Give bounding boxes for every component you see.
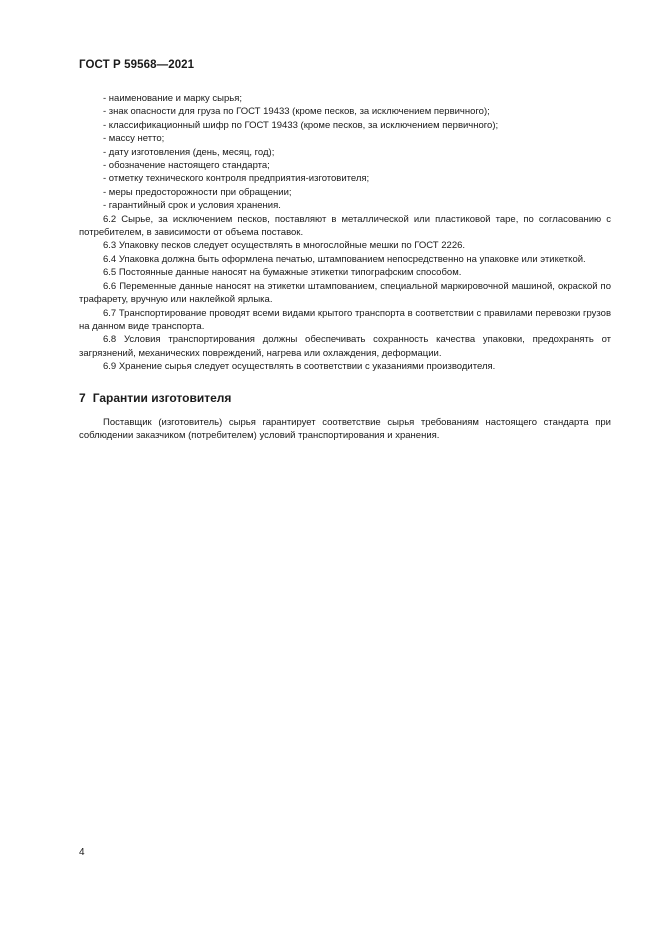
list-item: - знак опасности для груза по ГОСТ 19433 (кроме песков, за исключением первичного);	[103, 106, 490, 118]
section-number: 7	[79, 390, 86, 405]
list-item: - отметку технического контроля предприятия-изготовителя;	[103, 173, 370, 185]
clause-6-7: 6.7 Транспортирование проводят всеми видами крытого транспорта в соответствии с правилами перевозки грузов на данном виде транспорта.	[79, 307, 611, 332]
clause-6-6: 6.6 Переменные данные наносят на этикетки штампованием, специальной маркировочной машиной, окраской по трафарету, вручную или наклейкой ярлыка.	[79, 280, 611, 306]
clause-6-8: 6.8 Условия транспортирования должны обеспечивать сохранность качества упаковки, предохранять от загрязнений, механических повреждений, нагрева или охлаждения, деформации.	[79, 334, 611, 359]
section-title: Гарантии изготовителя	[92, 390, 232, 405]
page-number: 4	[79, 847, 85, 858]
document-header: ГОСТ Р 59568—2021	[79, 59, 195, 71]
page-content	[79, 92, 611, 443]
list-item: - классификационный шифр по ГОСТ 19433 (кроме песков, за исключением первичного);	[103, 119, 499, 131]
list-item: - обозначение настоящего стандарта;	[103, 160, 270, 172]
list-item: - наименование и марку сырья;	[103, 93, 242, 104]
section-7-heading	[79, 392, 611, 405]
list-item: - дату изготовления (день, месяц, год);	[103, 146, 275, 158]
list-item: - массу нетто;	[103, 133, 165, 145]
list-item: - гарантийный срок и условия хранения.	[103, 200, 281, 212]
clause-6-2: 6.2 Сырье, за исключением песков, поставляют в металлической или пластиковой таре, по согласованию с потребителем, в зависимости от объема поставок.	[79, 213, 611, 239]
section-7-text: Поставщик (изготовитель) сырья гарантирует соответствие сырья требованиям настоящего стандарта при соблюдении заказчиком (потребителем) условий транспортирования и хранения.	[79, 416, 611, 442]
clause-6-5: 6.5 Постоянные данные наносят на бумажные этикетки типографским способом.	[103, 267, 462, 279]
clause-6-4: 6.4 Упаковка должна быть оформлена печатью, штампованием непосредственно на упаковке или этикеткой.	[103, 253, 586, 265]
clause-6-9: 6.9 Хранение сырья следует осуществлять в соответствии с указаниями производителя.	[103, 361, 496, 373]
clause-6-3: 6.3 Упаковку песков следует осуществлять в многослойные мешки по ГОСТ 2226.	[103, 240, 466, 252]
list-item: - меры предосторожности при обращении;	[103, 186, 292, 198]
